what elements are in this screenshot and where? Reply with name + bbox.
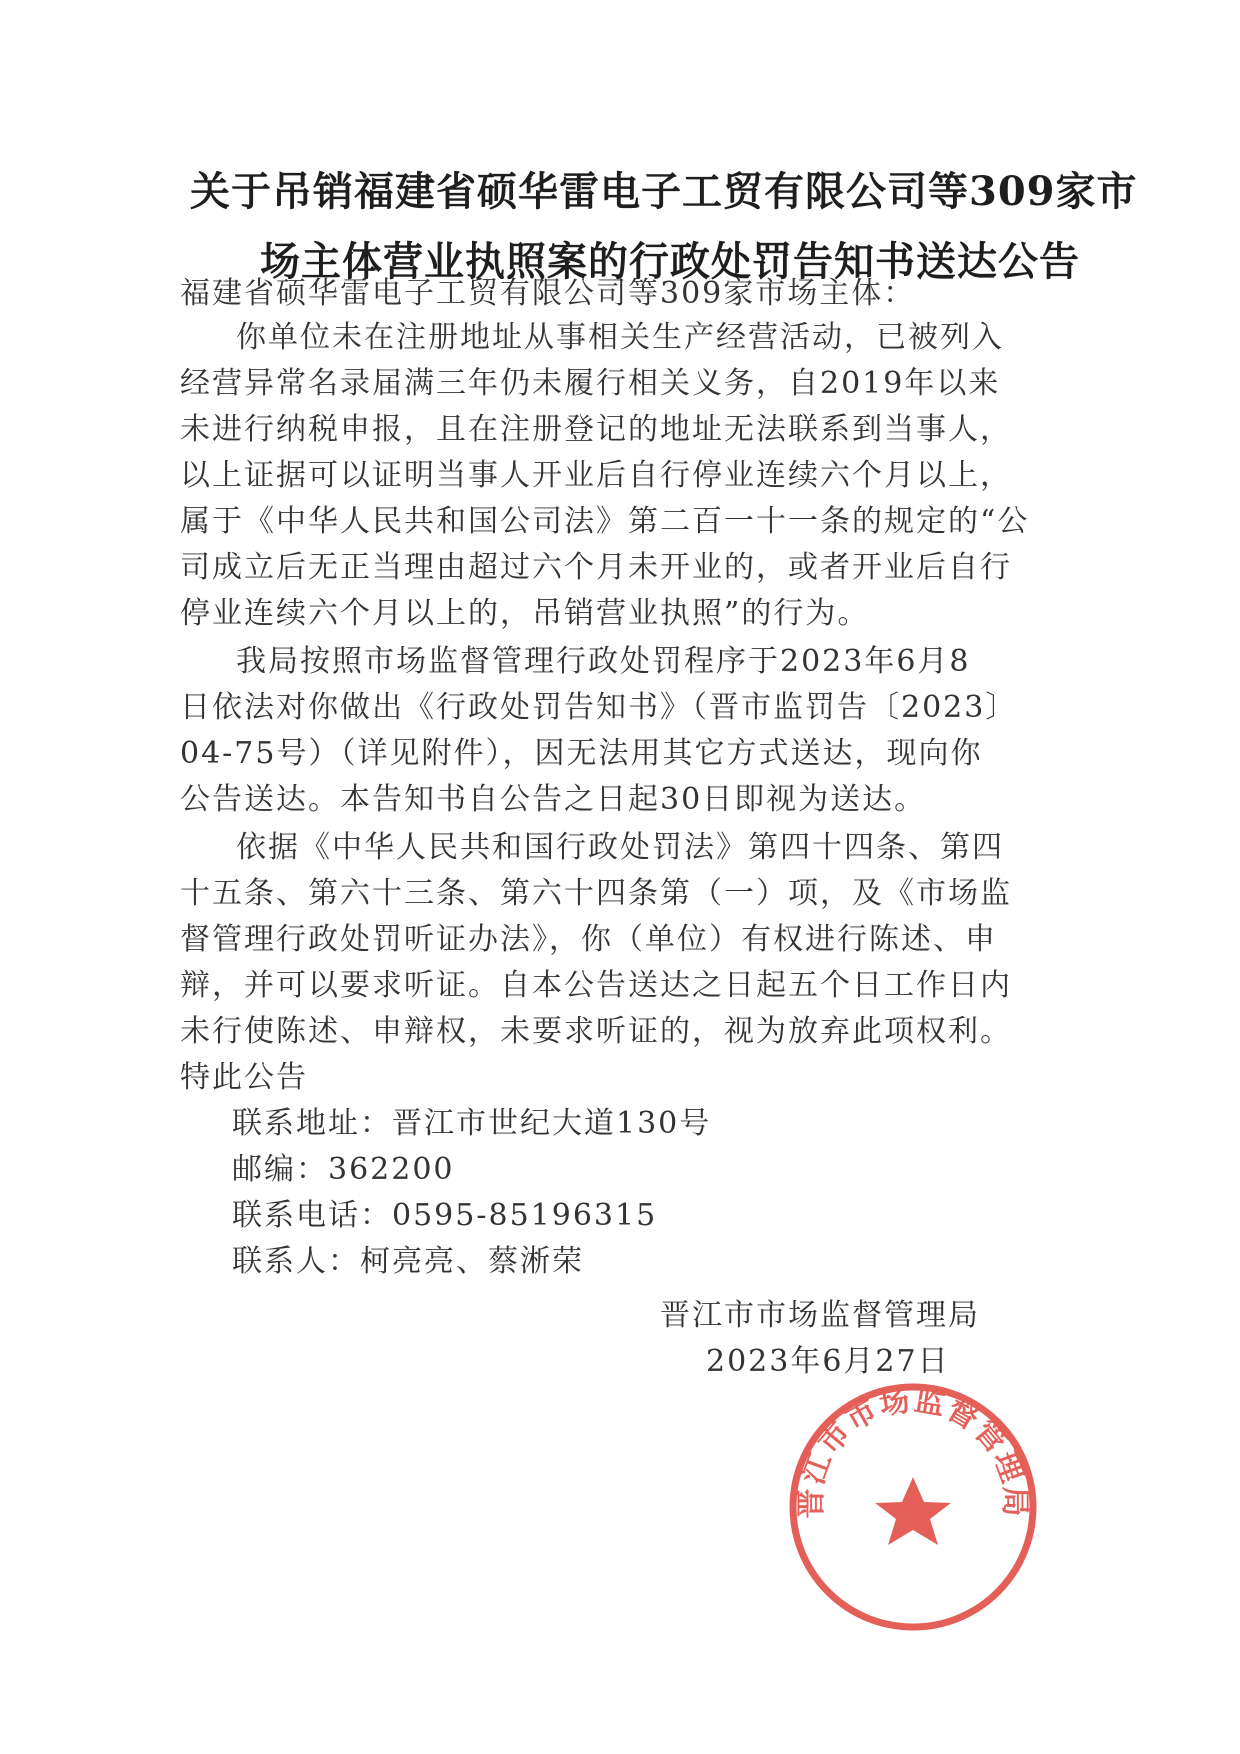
paragraph-3-line: 辩，并可以要求听证。自本公告送达之日起五个日工作日内 [180,968,1012,1003]
seal-star-icon [875,1477,951,1545]
paragraph-2-line: 公告送达。本告知书自公告之日起30日即视为送达。 [180,782,927,817]
paragraph-2-line: 04-75号）（详见附件），因无法用其它方式送达，现向你 [180,736,983,771]
signature-date: 2023年6月27日 [706,1344,950,1379]
paragraph-1-line: 司成立后无正当理由超过六个月未开业的，或者开业后自行 [180,550,1012,585]
contact-postcode: 邮编：362200 [232,1152,455,1187]
paragraph-1-line: 以上证据可以证明当事人开业后自行停业连续六个月以上， [180,458,1012,493]
paragraph-1-line: 属于《中华人民共和国公司法》第二百一十一条的规定的“公 [180,504,1030,539]
paragraph-2-line: 日依法对你做出《行政处罚告知书》（晋市监罚告〔2023〕 [180,690,1018,725]
paragraph-3-line: 督管理行政处罚听证办法》，你（单位）有权进行陈述、申 [180,922,997,957]
contact-address: 联系地址：晋江市世纪大道130号 [232,1106,712,1141]
title-line-1: 关于吊销福建省硕华雷电子工贸有限公司等309家市 [190,168,1138,215]
closing-text: 特此公告 [180,1060,308,1095]
contact-person: 联系人：柯亮亮、蔡淅荣 [232,1244,584,1279]
contact-phone: 联系电话：0595-85196315 [232,1198,658,1233]
paragraph-3-line: 十五条、第六十三条、第六十四条第（一）项，及《市场监 [180,876,1012,911]
seal-text: 晋江市市场监督管理局 [793,1382,1033,1519]
paragraph-3-line: 依据《中华人民共和国行政处罚法》第四十四条、第四 [236,830,1004,865]
paragraph-3-line: 未行使陈述、申辩权，未要求听证的，视为放弃此项权利。 [180,1014,1012,1049]
paragraph-1-line: 停业连续六个月以上的，吊销营业执照”的行为。 [180,596,870,631]
official-seal [778,1372,1048,1642]
title-line-2: 场主体营业执照案的行政处罚告知书送达公告 [260,238,1080,285]
paragraph-1-line: 你单位未在注册地址从事相关生产经营活动，已被列入 [236,320,1004,355]
signature-org: 晋江市市场监督管理局 [660,1298,980,1333]
recipient: 福建省硕华雷电子工贸有限公司等309家市场主体： [180,276,916,311]
paragraph-1-line: 未进行纳税申报，且在注册登记的地址无法联系到当事人， [180,412,1012,447]
paragraph-2-line: 我局按照市场监督管理行政处罚程序于2023年6月8 [236,644,971,679]
paragraph-1-line: 经营异常名录届满三年仍未履行相关义务，自2019年以来 [180,366,1001,401]
